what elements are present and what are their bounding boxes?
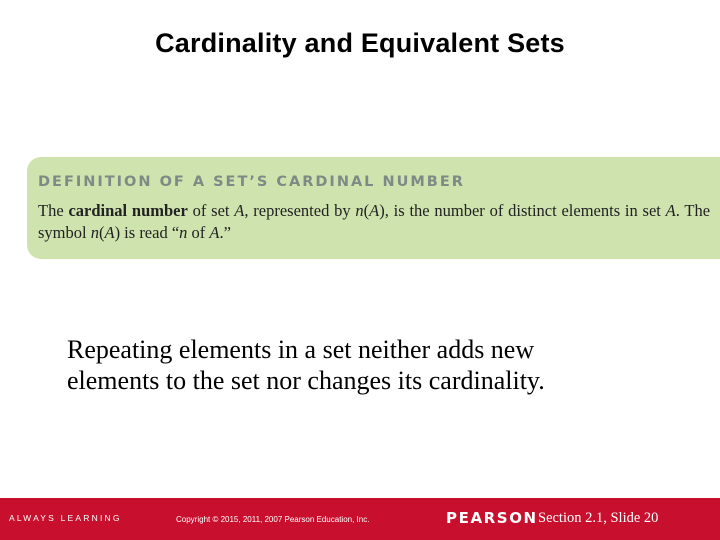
math-variable: n [179,223,188,242]
math-variable: n [90,223,99,242]
definition-text: . The symbol [38,201,711,242]
definition-body [38,200,710,244]
definition-text: ( [98,223,105,242]
footer-copyright: Copyright © 2015, 2011, 2007 Pearson Education, Inc. [176,515,370,524]
math-variable: A [209,223,220,242]
definition-text: ), is the number of distinct elements in set [379,201,666,220]
definition-heading: DEFINITION OF A SET’S CARDINAL NUMBER [38,174,465,190]
definition-text: ( [363,201,370,220]
definition-text: of set [187,201,235,220]
definition-text: of [187,223,210,242]
definition-text: ) is read “ [114,223,180,242]
publisher-logo: PEARSON [446,509,538,527]
math-variable: A [369,201,380,220]
slide-title: Cardinality and Equivalent Sets [155,28,565,58]
footer-bar [0,498,720,540]
footer-tagline: ALWAYS LEARNING [9,513,122,523]
definition-text: The [38,201,69,220]
math-variable: A [104,223,115,242]
definition-text: .” [219,223,231,242]
math-variable: A [665,201,676,220]
slide-reference: Section 2.1, Slide 20 [538,510,659,526]
main-statement: Repeating elements in a set neither adds new elements to the set nor changes its cardinality. [67,335,545,395]
definition-box [27,157,720,259]
definition-text: , represented by [244,201,356,220]
definition-term: cardinal number [68,201,188,220]
math-variable: n [355,201,364,220]
math-variable: A [234,201,245,220]
